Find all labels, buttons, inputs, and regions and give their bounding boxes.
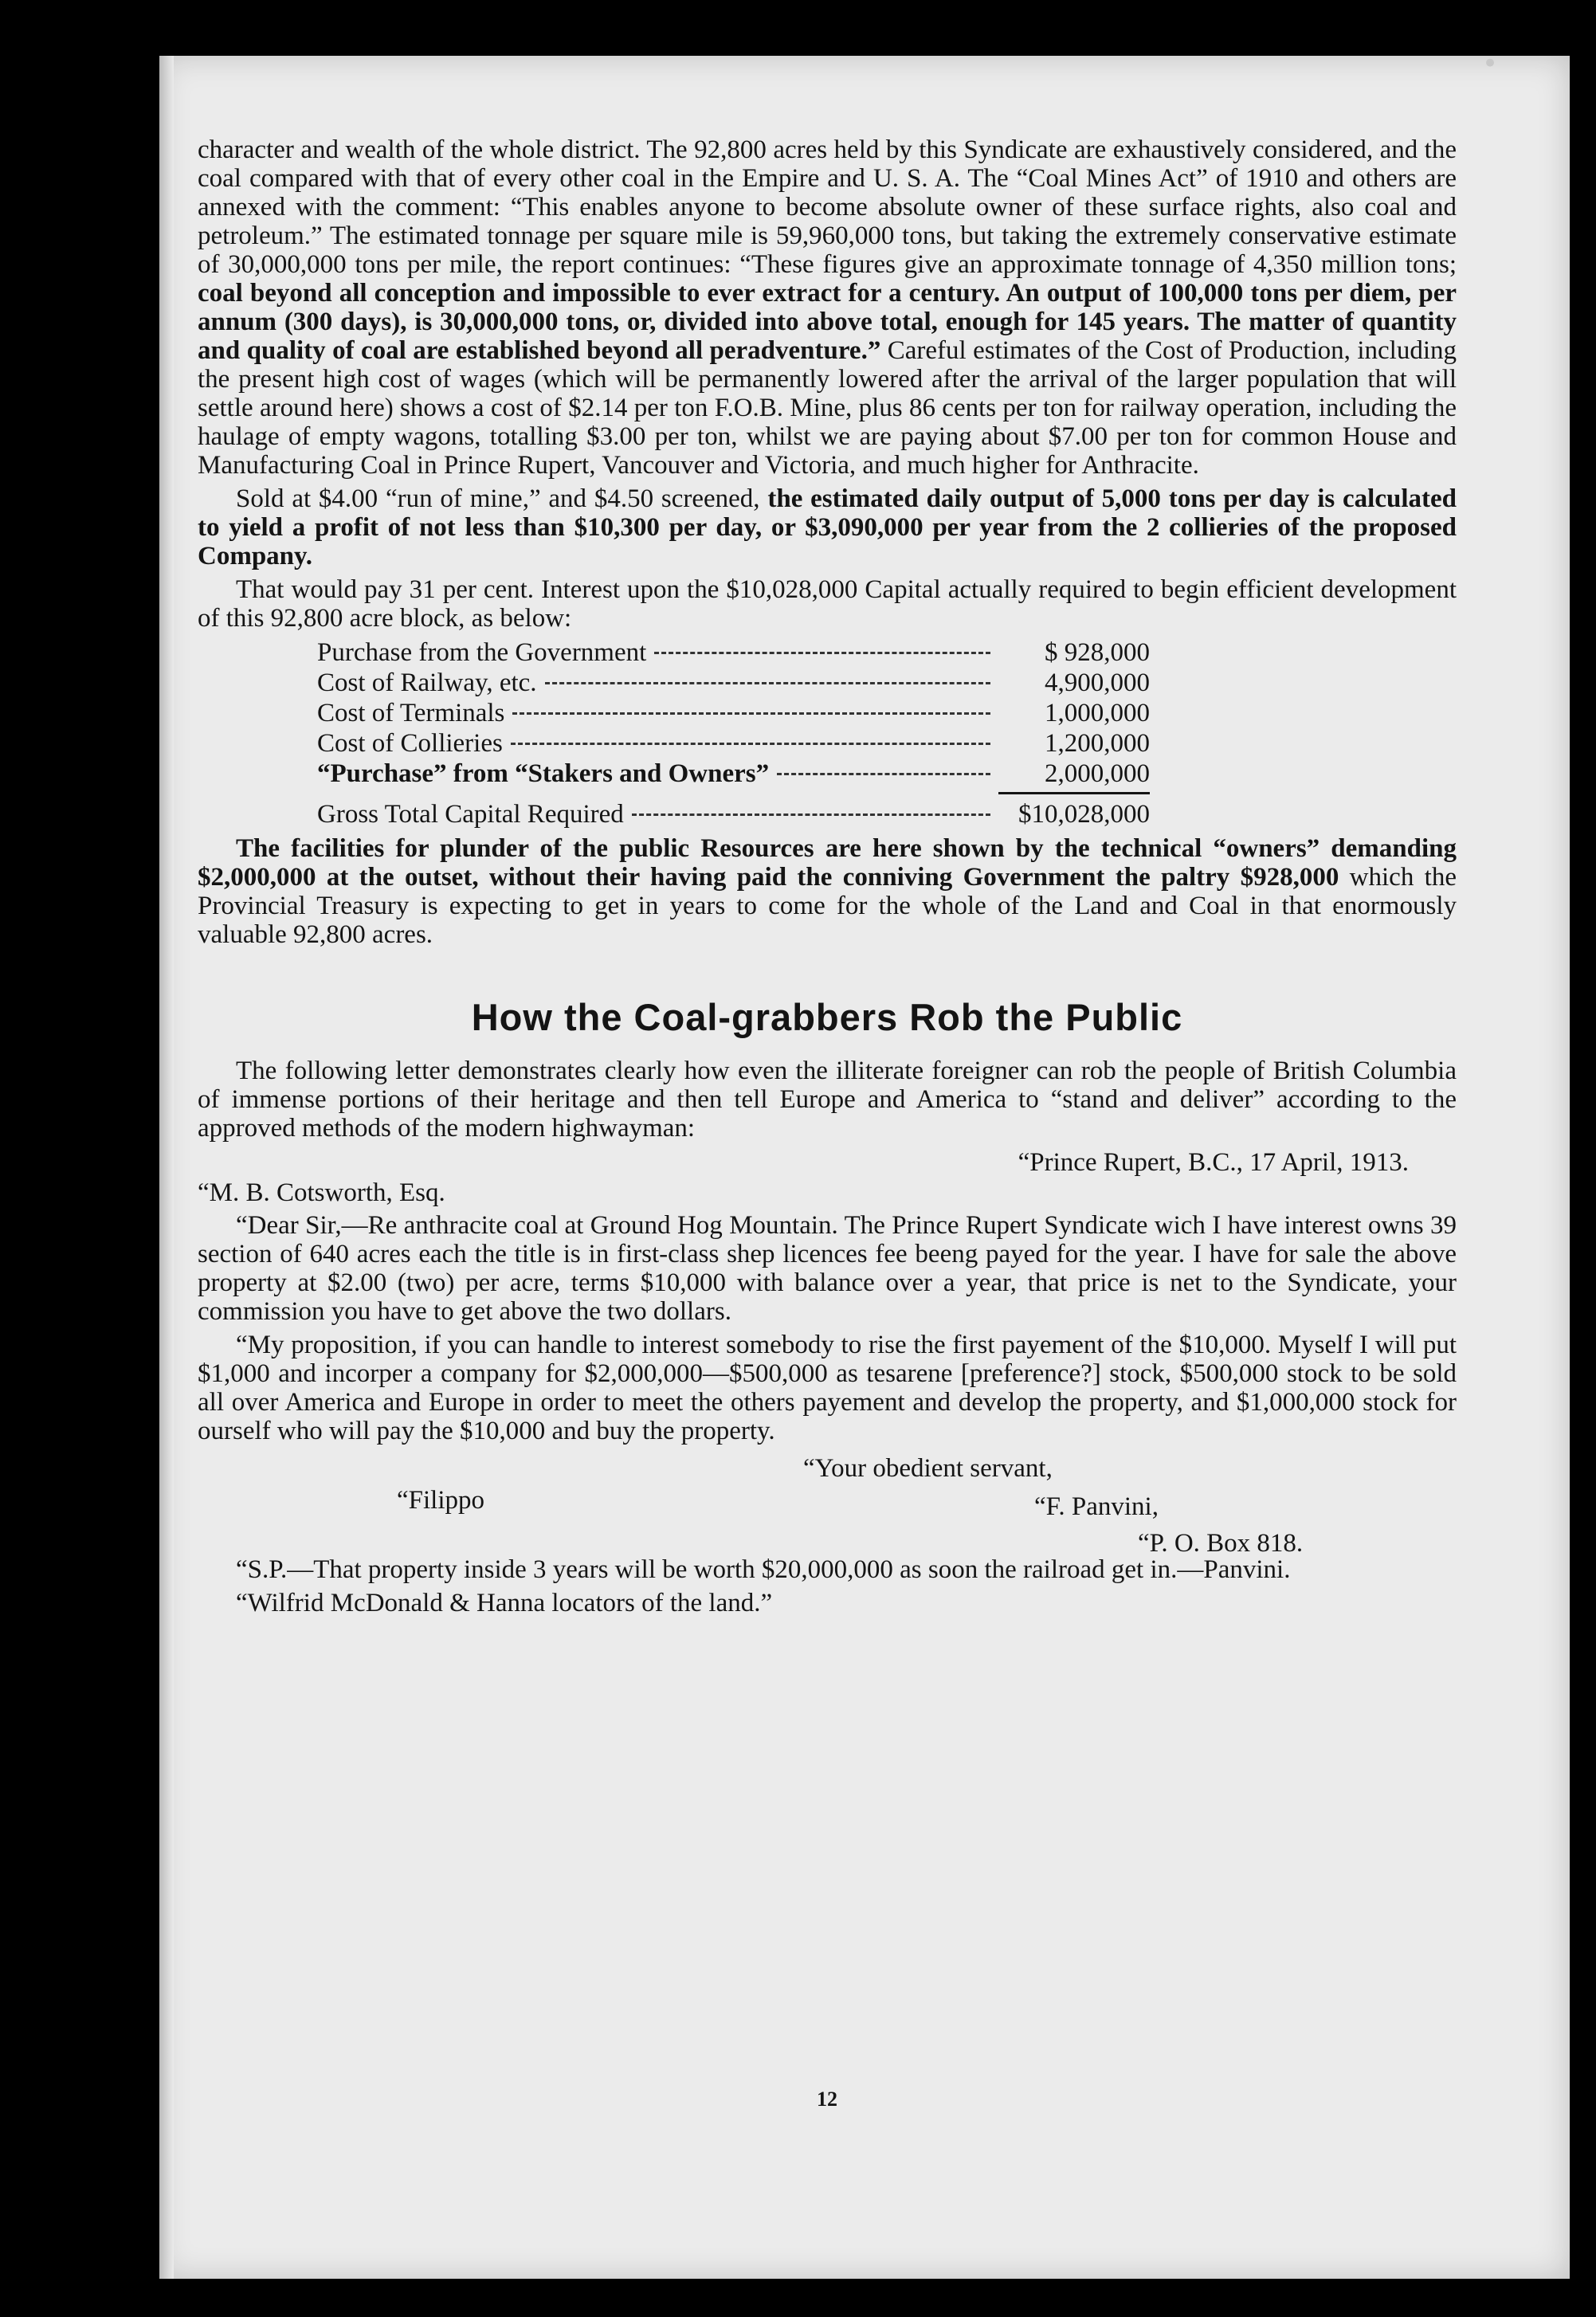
signature-right: “F. Panvini, <box>1034 1492 1159 1521</box>
letter-closing: “Your obedient servant, <box>803 1454 1053 1483</box>
scan-speck-mark: • <box>1482 48 1499 80</box>
paragraph-plunder <box>198 834 1457 949</box>
text-segment: Sold at $4.00 “run of mine,” and $4.50 screened, <box>236 484 768 513</box>
capital-row-amount: 1,000,000 <box>1045 699 1150 727</box>
capital-total-row <box>317 799 1150 829</box>
text-segment-bold: the estimated daily output of 5,000 tons per day is calculated to yield a profit of not less than $10,300 per day, or $3,090,000 per year from the 2 collieries of the proposed Company. <box>198 484 1457 570</box>
paragraph-profit <box>198 484 1457 570</box>
letter-locators: “Wilfrid McDonald & Hanna locators of the land.” <box>236 1589 773 1617</box>
signoff-row-address <box>198 1517 1457 1558</box>
capital-row <box>317 668 1150 698</box>
capital-row <box>317 698 1150 728</box>
capital-total-amount: $10,028,000 <box>1018 800 1150 829</box>
text-segment: Careful estimates of the Cost of Production, including the present high cost of wages (which will be permanently lowered after the arrival of the larger population that will settle around here) shows a cost of $2.14 per ton F.O.B. Mine, plus 86 cents per ton for railway operation, including the haulage of empty wagons, totalling $3.00 per ton, whilst we are paying about $7.00 per ton for common House and Manufacturing Coal in Prince Rupert, Vancouver and Victoria, and much higher for Anthracite. <box>198 336 1457 480</box>
capital-row-amount: $ 928,000 <box>1045 638 1150 667</box>
section-intro: The following letter demonstrates clearly how even the illiterate foreigner can rob the people of British Columbia of immense portions of their heritage and then tell Europe and America to “stand and deliver” according to the approved methods of the modern highwayman: <box>198 1057 1457 1143</box>
capital-row-label: Cost of Terminals <box>317 699 505 727</box>
letter-paragraph: “My proposition, if you can handle to interest somebody to rise the first payement of the $10,000. Myself I will put $1,000 and incorper a company for $2,000,000—$500,000 as tesarene [preference?] stock, $500,000 stock to be sold all over America and Europe in order to meet the others payement and develop the property, and $1,000,000 stock for ourself who will pay the $10,000 and buy the property. <box>198 1331 1457 1445</box>
capital-row <box>317 728 1150 759</box>
capital-row-label: Cost of Railway, etc. <box>317 668 537 697</box>
dotted-leader <box>632 813 990 816</box>
capital-row-label: Cost of Collieries <box>317 729 503 758</box>
letter-dateline: “Prince Rupert, B.C., 17 April, 1913. <box>1018 1148 1409 1177</box>
text-segment-bold: The facilities for plunder of the public Resources are here shown by the technical “owners” demanding $2,000,000 at the outset, without their having paid the conniving Government the paltry $928,000 <box>198 834 1457 892</box>
signature-left: “Filippo <box>397 1486 485 1515</box>
paragraph-coal-estimate <box>198 135 1457 480</box>
dotted-leader <box>545 682 990 684</box>
total-rule <box>998 792 1150 794</box>
dotted-leader <box>511 743 990 745</box>
capital-table <box>317 637 1150 829</box>
section-heading: How the Coal-grabbers Rob the Public <box>471 996 1183 1038</box>
dotted-leader <box>777 773 990 775</box>
capital-row <box>317 637 1150 668</box>
text-segment-bold: coal beyond all conception and impossible to ever extract for a century. An output of 100,000 tons per diem, per annum (300 days), is 30,000,000 tons, or, divided into above total, enough for 145 years. The matter of quantity and quality of coal are established beyond all peradventure.” <box>198 279 1457 365</box>
letter-postscript: “S.P.—That property inside 3 years will be worth $20,000,000 as soon the railroad get in.—Panvini. <box>236 1555 1291 1584</box>
signoff-row-closing <box>198 1453 1457 1485</box>
capital-row-amount: 4,900,000 <box>1045 668 1150 697</box>
text-segment: That would pay 31 per cent. Interest upon the $10,028,000 Capital actually required to begin efficient development of this 92,800 acre block, as below: <box>198 575 1457 633</box>
dotted-leader <box>512 712 990 715</box>
capital-row-amount: 2,000,000 <box>1045 759 1150 788</box>
letter-address: “P. O. Box 818. <box>1138 1529 1304 1558</box>
capital-total-label: Gross Total Capital Required <box>317 800 624 829</box>
capital-row-amount: 1,200,000 <box>1045 729 1150 758</box>
page-number: 12 <box>817 2088 837 2111</box>
letter-signoff <box>198 1453 1457 1558</box>
capital-row-purchase <box>317 759 1150 789</box>
capital-row-label: “Purchase” from “Stakers and Owners” <box>317 759 770 788</box>
capital-row-label: Purchase from the Government <box>317 638 647 667</box>
page-binding-shadow <box>159 56 174 2279</box>
paragraph-interest <box>198 575 1457 633</box>
dotted-leader <box>654 652 990 654</box>
text-segment: which the Provincial Treasury is expecting to get in years to come for the whole of the Land and Coal in that enormously valuable 92,800 acres. <box>198 863 1457 949</box>
text-segment: character and wealth of the whole district. The 92,800 acres held by this Syndicate are exhaustively considered, and the coal compared with that of every other coal in the Empire and U. S. A. The “Coal Mines Act” of 1910 and others are annexed with the comment: “This enables anyone to become absolute owner of these surface rights, also coal and petroleum.” The estimated tonnage per square mile is 59,960,000 tons, but taking the extremely conservative estimate of 30,000,000 tons per mile, the report continues: “These figures give an approximate tonnage of 4,350 million tons; <box>198 135 1457 279</box>
letter-salutation: “M. B. Cotsworth, Esq. <box>198 1178 445 1207</box>
letter-paragraph: “Dear Sir,—Re anthracite coal at Ground Hog Mountain. The Prince Rupert Syndicate wich I have interest owns 39 section of 640 acres each the title is in first-class shep licences fee beeng payed for the year. I have for sale the above property at $2.00 (two) per acre, terms $10,000 with balance over a year, that price is net to the Syndicate, your commission you have to get above the two dollars. <box>198 1211 1457 1326</box>
page-content <box>198 135 1457 2111</box>
signoff-row-names <box>198 1485 1457 1521</box>
